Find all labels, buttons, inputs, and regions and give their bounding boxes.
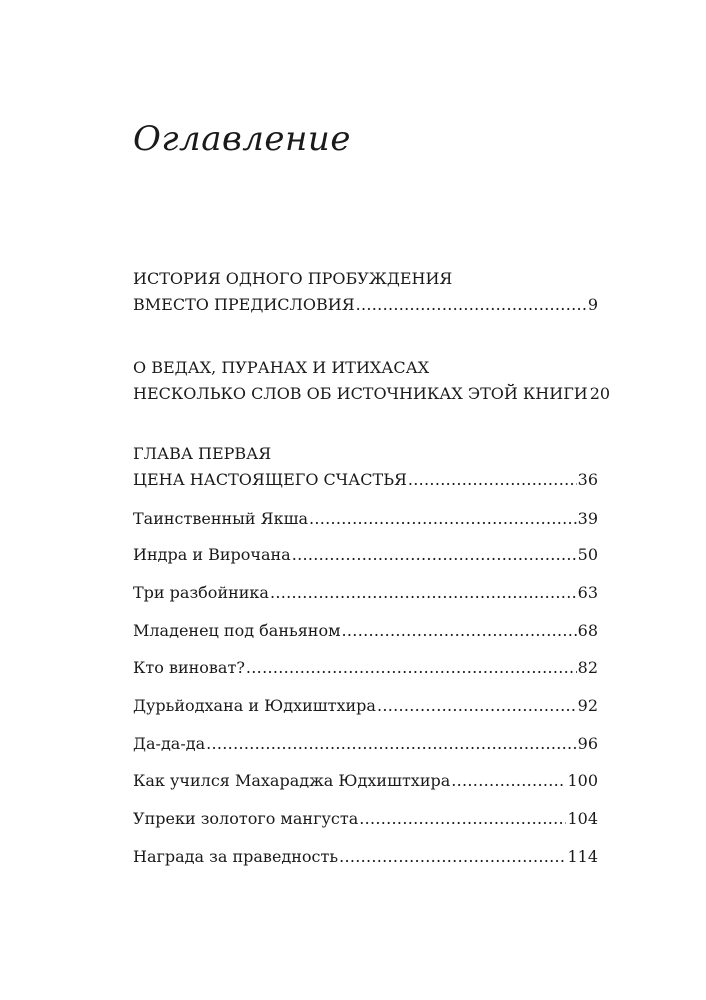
toc-item-title: Награда за праведность [133,847,339,866]
toc-item[interactable] [133,580,598,606]
toc-item[interactable] [133,768,598,794]
dot-leader [206,731,577,757]
toc-page-number: 100 [567,771,598,790]
toc-item[interactable] [133,806,598,832]
toc-item[interactable] [133,618,598,644]
page-title: Оглавление [133,119,351,159]
toc-section-chapter-one[interactable] [133,441,598,493]
toc-item[interactable] [133,844,598,870]
toc-section-preface[interactable] [133,266,598,318]
toc-section-title: НЕСКОЛЬКО СЛОВ ОБ ИСТОЧНИКАХ ЭТОЙ КНИГИ [133,384,588,403]
toc-item[interactable] [133,693,598,719]
toc-page-number: 39 [577,509,598,528]
toc-page-number: 20 [589,384,611,403]
toc-item-title: Кто виноват? [133,658,245,677]
toc-item[interactable] [133,655,598,681]
toc-page-number: 63 [577,583,598,602]
dot-leader [342,618,577,644]
dot-leader [246,655,577,681]
dot-leader [356,292,587,318]
dot-leader [270,580,577,606]
toc-item-title: Упреки золотого мангуста [133,809,359,828]
toc-page-number: 50 [577,545,598,564]
dot-leader [408,467,577,493]
toc-item[interactable] [133,506,598,532]
toc-section-heading: О ВЕДАХ, ПУРАНАХ И ИТИХАСАХ [133,358,430,377]
toc-page-number: 68 [577,621,598,640]
toc-item-title: Три разбойника [133,583,269,602]
toc-item-title: Индра и Вирочана [133,545,291,564]
toc-page-number: 36 [577,470,598,489]
toc-page-number: 96 [577,734,598,753]
toc-item[interactable] [133,731,598,757]
dot-leader [377,693,577,719]
dot-leader [451,768,566,794]
toc-section-sources[interactable] [133,355,611,407]
toc-page-number: 104 [567,809,598,828]
dot-leader [359,806,566,832]
toc-page-number: 82 [577,658,598,677]
toc-item-title: Да-да-да [133,734,206,753]
toc-item-title: Младенец под баньяном [133,621,341,640]
toc-page-number: 9 [587,295,598,314]
dot-leader [339,844,566,870]
toc-item-title: Как учился Махараджа Юдхиштхира [133,771,451,790]
toc-section-heading: ГЛАВА ПЕРВАЯ [133,444,272,463]
toc-section-title: ВМЕСТО ПРЕДИСЛОВИЯ [133,295,355,314]
toc-page-number: 92 [577,696,598,715]
dot-leader [292,542,577,568]
toc-section-title: ЦЕНА НАСТОЯЩЕГО СЧАСТЬЯ [133,470,407,489]
toc-item-title: Таинственный Якша [133,509,308,528]
toc-item[interactable] [133,542,598,568]
toc-page-number: 114 [567,847,598,866]
toc-section-heading: ИСТОРИЯ ОДНОГО ПРОБУЖДЕНИЯ [133,269,453,288]
toc-item-title: Дурьйодхана и Юдхиштхира [133,696,376,715]
dot-leader [309,506,577,532]
